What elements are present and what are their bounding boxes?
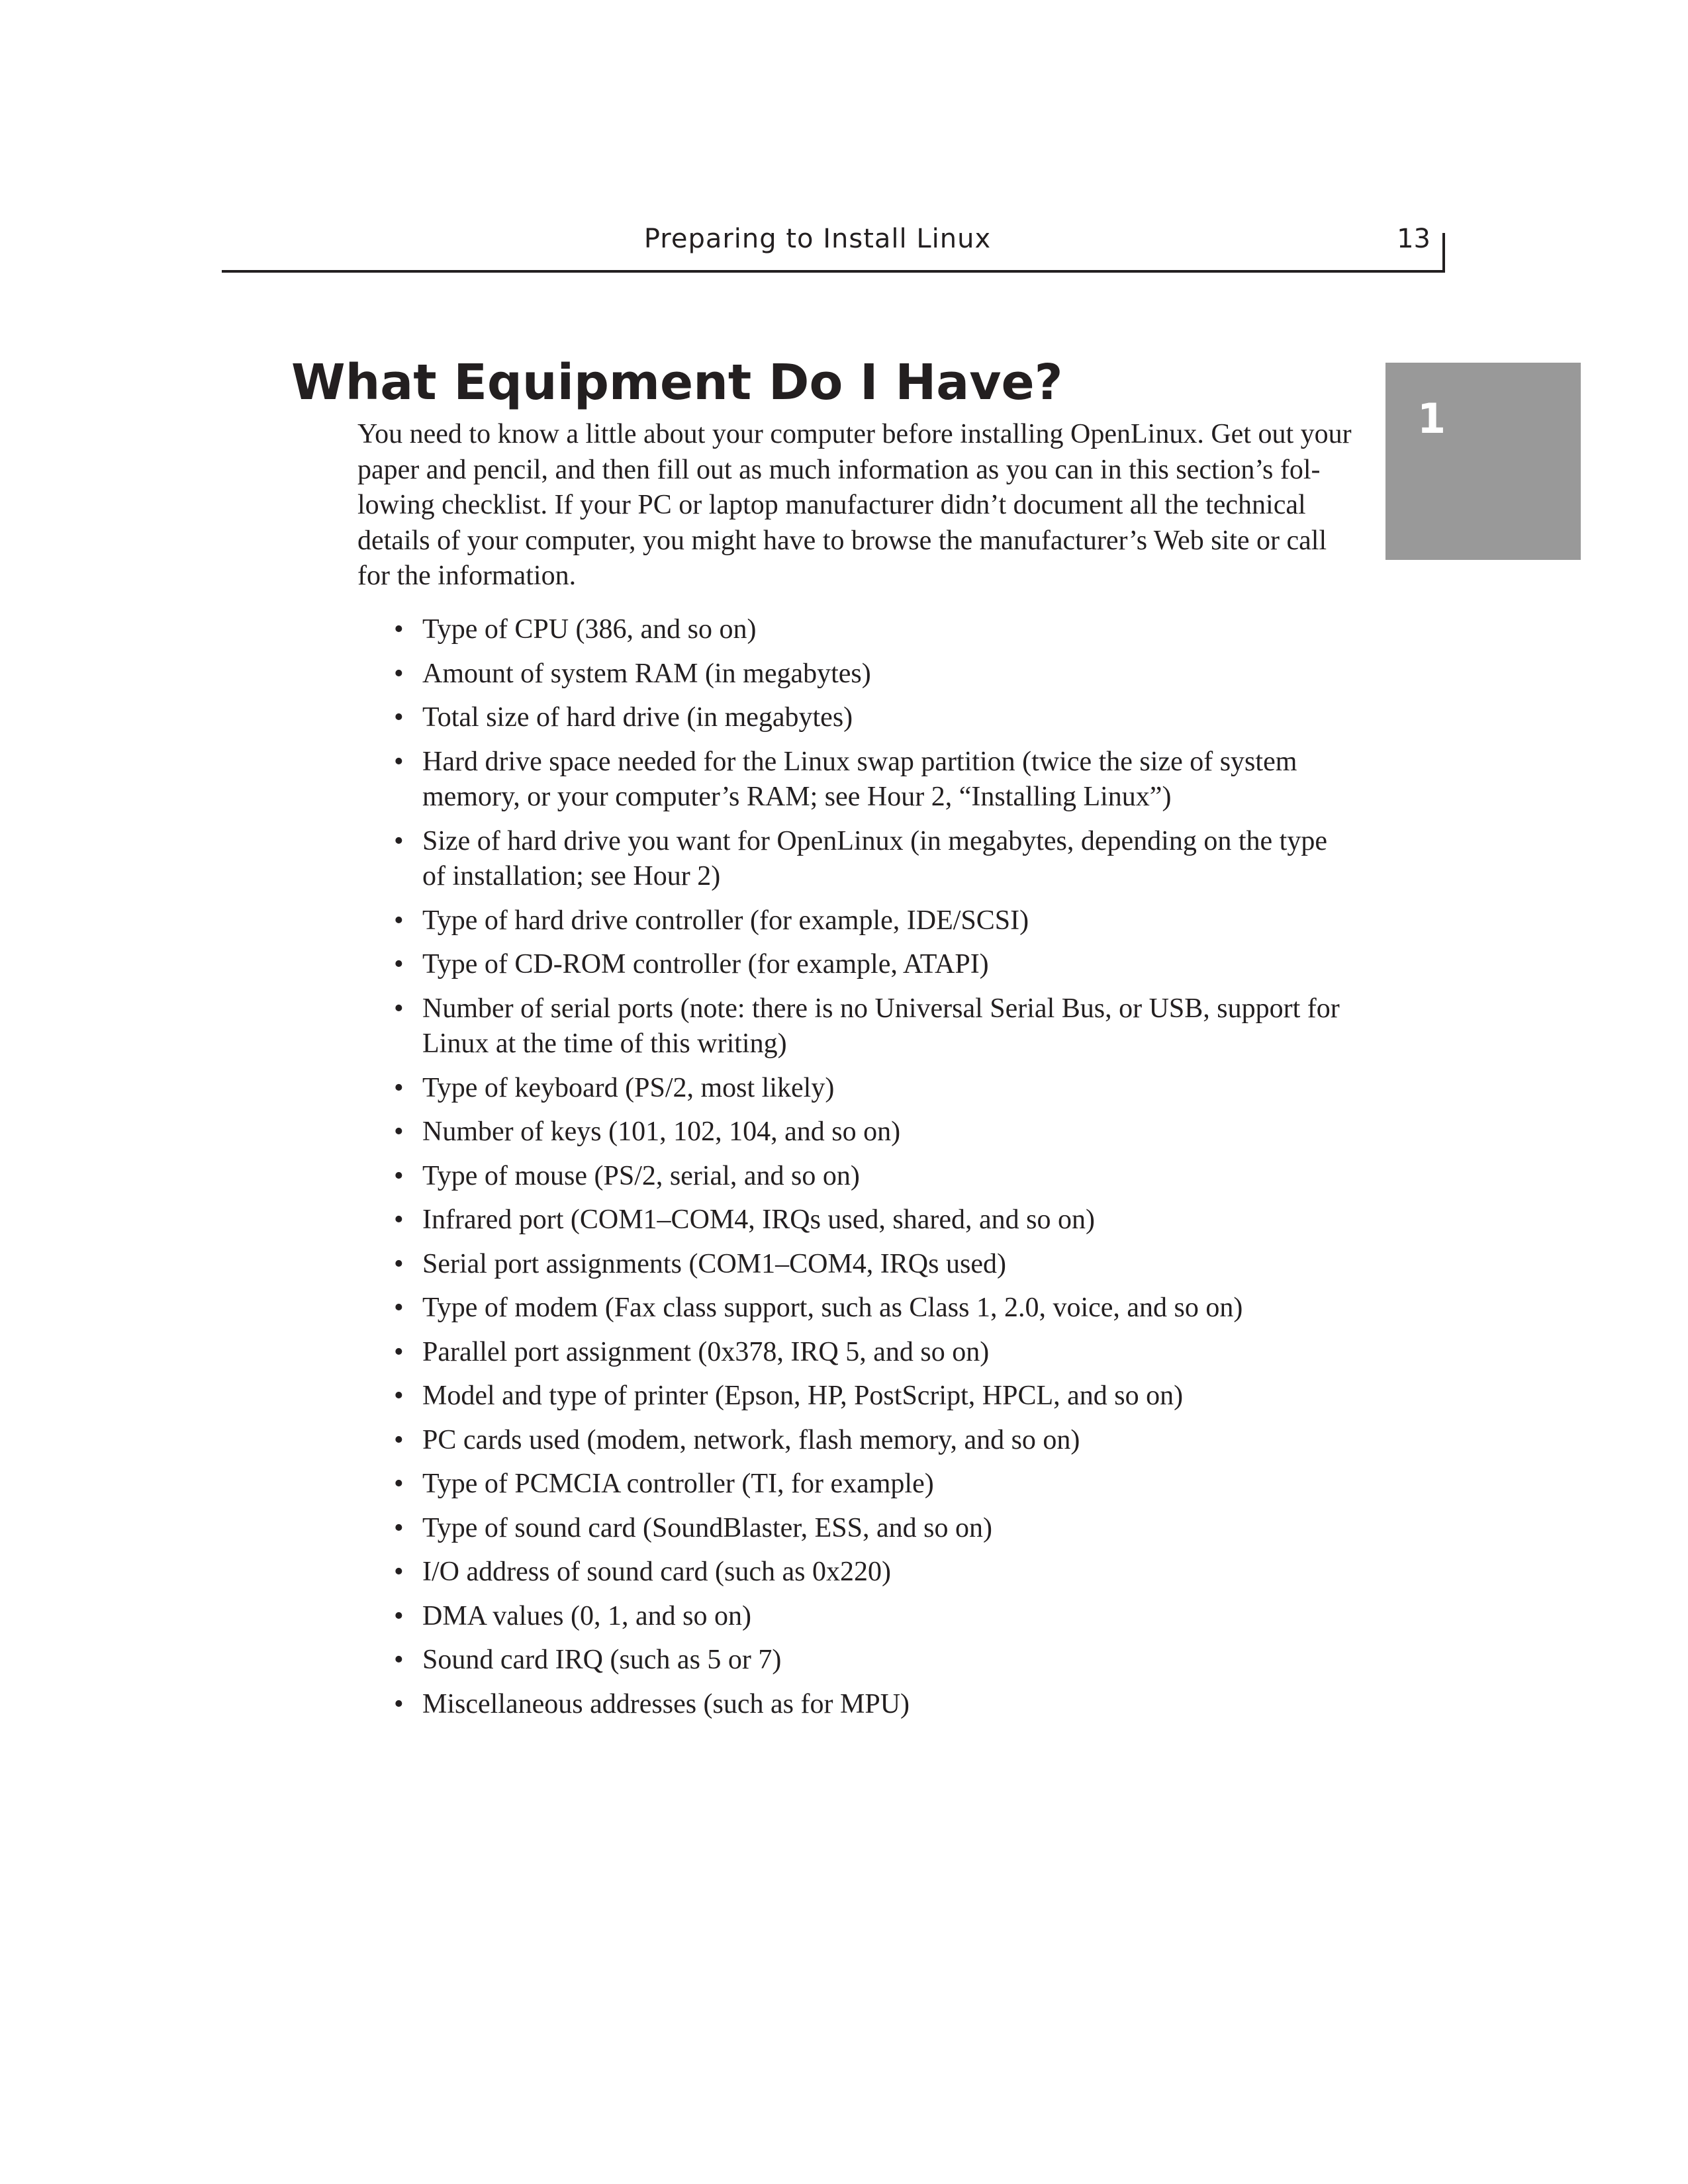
checklist-item <box>357 991 1377 1062</box>
checklist-item-text: Type of CPU (386, and so on) <box>422 614 757 645</box>
bullet-icon: • <box>394 1116 404 1147</box>
bullet-icon: • <box>394 1072 404 1103</box>
checklist-item-text: Linux at the time of this writing) <box>422 1028 787 1059</box>
bullet-icon: • <box>394 658 404 689</box>
chapter-tab <box>1385 363 1581 560</box>
bullet-icon: • <box>394 1160 404 1191</box>
checklist-item-text: Amount of system RAM (in megabytes) <box>422 658 871 689</box>
checklist-item <box>357 1203 1377 1238</box>
bullet-icon: • <box>394 702 404 733</box>
checklist-item <box>357 1423 1377 1459</box>
checklist-item <box>357 824 1377 895</box>
checklist-item <box>357 612 1377 648</box>
bullet-icon: • <box>394 1293 404 1323</box>
checklist-item-text: PC cards used (modem, network, flash memory, and so on) <box>422 1424 1080 1455</box>
page-number: 13 <box>1397 224 1430 254</box>
bullet-icon: • <box>394 993 404 1024</box>
checklist-item-text: I/O address of sound card (such as 0x220) <box>422 1557 891 1587</box>
intro-line: paper and pencil, and then fill out as much information as you can in this section’s fol- <box>357 454 1321 485</box>
checklist-item <box>357 1599 1377 1635</box>
intro-line: lowing checklist. If your PC or laptop manufacturer didn’t document all the technical <box>357 490 1306 520</box>
checklist-item-text: Type of CD-ROM controller (for example, ATAPI) <box>422 949 989 979</box>
running-title: Preparing to Install Linux <box>643 224 992 254</box>
checklist-item-text: Serial port assignments (COM1–COM4, IRQs used) <box>422 1248 1006 1279</box>
checklist-item <box>357 1115 1377 1150</box>
bullet-icon: • <box>394 905 404 936</box>
intro-line: details of your computer, you might have to browse the manufacturer’s Web site or call <box>357 525 1327 556</box>
checklist-item-text: Number of keys (101, 102, 104, and so on) <box>422 1116 901 1147</box>
checklist-item <box>357 1511 1377 1547</box>
header-rule-tick <box>1442 233 1445 270</box>
checklist-item <box>357 1291 1377 1326</box>
checklist-item <box>357 657 1377 692</box>
equipment-checklist <box>357 612 1377 1731</box>
checklist-item-text: Parallel port assignment (0x378, IRQ 5, and so on) <box>422 1336 990 1367</box>
checklist-item-text: Number of serial ports (note: there is no Universal Serial Bus, or USB, support for <box>422 993 1340 1024</box>
checklist-item-text: Type of hard drive controller (for example, IDE/SCSI) <box>422 905 1029 936</box>
checklist-item <box>357 700 1377 736</box>
bullet-icon: • <box>394 1248 404 1279</box>
checklist-item <box>357 947 1377 983</box>
bullet-icon: • <box>394 1205 404 1235</box>
checklist-item-text: Type of keyboard (PS/2, most likely) <box>422 1072 835 1103</box>
checklist-item-text: DMA values (0, 1, and so on) <box>422 1600 751 1631</box>
bullet-icon: • <box>394 1512 404 1543</box>
bullet-icon: • <box>394 1469 404 1499</box>
checklist-item <box>357 1247 1377 1283</box>
checklist-item-text: Size of hard drive you want for OpenLinux (in megabytes, depending on the type <box>422 825 1327 856</box>
checklist-item-text: Hard drive space needed for the Linux swap partition (twice the size of system <box>422 746 1297 777</box>
intro-line: for the information. <box>357 561 577 591</box>
checklist-item-text: Type of modem (Fax class support, such as Class 1, 2.0, voice, and so on) <box>422 1293 1243 1323</box>
bullet-icon: • <box>394 1645 404 1675</box>
checklist-item <box>357 745 1377 815</box>
checklist-item-text: Model and type of printer (Epson, HP, PostScript, HPCL, and so on) <box>422 1381 1184 1411</box>
checklist-item <box>357 1335 1377 1371</box>
checklist-item <box>357 1379 1377 1414</box>
bullet-icon: • <box>394 1336 404 1367</box>
checklist-item-text: Sound card IRQ (such as 5 or 7) <box>422 1645 782 1675</box>
checklist-item <box>357 1159 1377 1195</box>
chapter-number: 1 <box>1417 394 1446 443</box>
checklist-item-text: memory, or your computer’s RAM; see Hour 2, “Installing Linux”) <box>422 782 1172 812</box>
checklist-item <box>357 903 1377 939</box>
checklist-item-text: of installation; see Hour 2) <box>422 861 721 891</box>
checklist-item-text: Miscellaneous addresses (such as for MPU) <box>422 1688 910 1719</box>
bullet-icon: • <box>394 614 404 645</box>
checklist-item-text: Type of sound card (SoundBlaster, ESS, and so on) <box>422 1512 992 1543</box>
checklist-item-text: Type of mouse (PS/2, serial, and so on) <box>422 1160 860 1191</box>
bullet-icon: • <box>394 1600 404 1631</box>
checklist-item-text: Type of PCMCIA controller (TI, for example) <box>422 1469 934 1499</box>
checklist-item <box>357 1071 1377 1107</box>
bullet-icon: • <box>394 825 404 856</box>
bullet-icon: • <box>394 1688 404 1719</box>
checklist-item <box>357 1467 1377 1502</box>
bullet-icon: • <box>394 746 404 777</box>
bullet-icon: • <box>394 1381 404 1411</box>
bullet-icon: • <box>394 1424 404 1455</box>
section-heading: What Equipment Do I Have? <box>291 354 1063 411</box>
checklist-item-text: Infrared port (COM1–COM4, IRQs used, shared, and so on) <box>422 1205 1095 1235</box>
checklist-item-text: Total size of hard drive (in megabytes) <box>422 702 853 733</box>
intro-paragraph <box>357 417 1357 594</box>
intro-line: You need to know a little about your computer before installing OpenLinux. Get out your <box>357 419 1352 449</box>
checklist-item <box>357 1643 1377 1678</box>
checklist-item <box>357 1687 1377 1723</box>
bullet-icon: • <box>394 1557 404 1587</box>
checklist-item <box>357 1555 1377 1590</box>
bullet-icon: • <box>394 949 404 979</box>
running-header <box>222 218 1445 273</box>
